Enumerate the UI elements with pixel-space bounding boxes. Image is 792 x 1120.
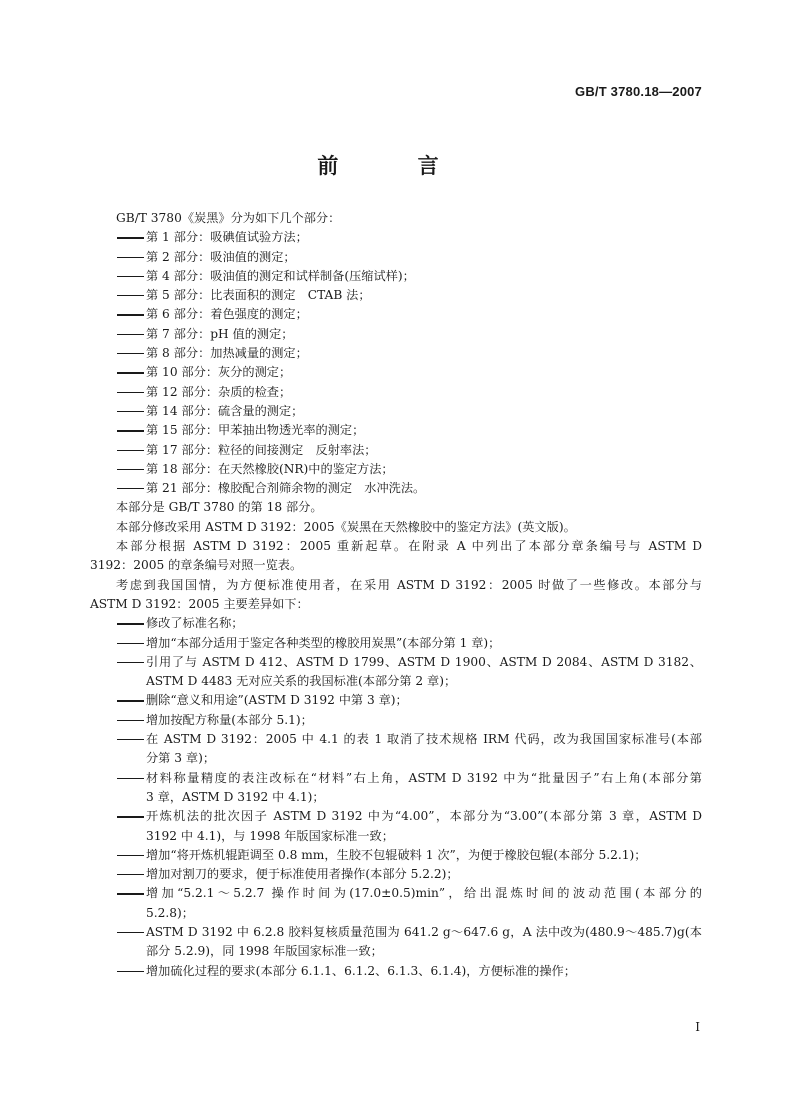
- list-item: 第 2 部分：吸油值的测定；: [90, 248, 702, 267]
- list-item-continuation: 部分 5.2.9)，同 1998 年版国家标准一致；: [146, 944, 383, 959]
- list-item: 第 18 部分：在天然橡胶(NR)中的鉴定方法；: [90, 460, 702, 479]
- list-item: 第 21 部分：橡胶配合剂筛余物的测定 水冲洗法。: [90, 479, 702, 498]
- page-number: I: [695, 1020, 700, 1034]
- list-item: 增加“将开炼机辊距调至 0.8 mm，生胶不包辊破料 1 次”，为便于橡胶包辊(本部分 5.2.1)；: [90, 846, 702, 865]
- paragraph-differences-line2: ASTM D 3192：2005 主要差异如下：: [90, 596, 309, 611]
- list-item: 第 1 部分：吸碘值试验方法；: [90, 228, 702, 247]
- list-item: 材料称量精度的表注改标在“材料”右上角，ASTM D 3192 中为“批量因子”右上角(本部分第: [90, 769, 702, 788]
- list-item: 第 6 部分：着色强度的测定；: [90, 305, 702, 324]
- list-item: 开炼机法的批次因子 ASTM D 3192 中为“4.00”，本部分为“3.00”(本部分第 3 章，ASTM D: [90, 807, 702, 826]
- list-item: 第 8 部分：加热减量的测定；: [90, 344, 702, 363]
- list-item: 第 17 部分：粒径的间接测定 反射率法；: [90, 441, 702, 460]
- list-item: 增加按配方称量(本部分 5.1)；: [90, 711, 702, 730]
- list-item: 第 14 部分：硫含量的测定；: [90, 402, 702, 421]
- list-item: 删除“意义和用途”(ASTM D 3192 中第 3 章)；: [90, 691, 702, 710]
- paragraph-differences-line1: 考虑到我国国情，为方便标准使用者，在采用 ASTM D 3192：2005 时做了一些修改。本部分与: [116, 577, 702, 592]
- standard-code: GB/T 3780.18—2007: [575, 84, 702, 99]
- list-item-continuation: 5.2.8)；: [146, 905, 194, 920]
- list-item: 第 7 部分：pH 值的测定；: [90, 325, 702, 344]
- list-item: 引用了与 ASTM D 412、ASTM D 1799、ASTM D 1900、ASTM D 2084、ASTM D 3182、: [90, 653, 702, 672]
- list-item: 在 ASTM D 3192：2005 中 4.1 的表 1 取消了技术规格 IRM 代码，改为我国国家标准号(本部: [90, 730, 702, 749]
- list-item: 修改了标准名称；: [90, 614, 702, 633]
- list-item: 第 5 部分：比表面积的测定 CTAB 法；: [90, 286, 702, 305]
- list-item-continuation: ASTM D 4483 无对应关系的我国标准(本部分第 2 章)；: [146, 674, 457, 689]
- list-item: ASTM D 3192 中 6.2.8 胶料复核质量范围为 641.2 g～647.6 g，A 法中改为(480.9～485.7)g(本: [90, 923, 702, 942]
- list-item: 第 15 部分：甲苯抽出物透光率的测定；: [90, 421, 702, 440]
- list-item: 增加硫化过程的要求(本部分 6.1.1、6.1.2、6.1.3、6.1.4)，方便标准的操作；: [90, 962, 702, 981]
- list-item-continuation: 3192 中 4.1)，与 1998 年版国家标准一致；: [146, 828, 394, 843]
- list-item: 增加“5.2.1～5.2.7 操作时间为(17.0±0.5)min”，给出混炼时间的波动范围(本部分的: [90, 884, 702, 903]
- parts-list: [90, 228, 702, 498]
- list-item-continuation: 3 章，ASTM D 3192 中 4.1)；: [146, 789, 325, 804]
- list-item: 第 4 部分：吸油值的测定和试样制备(压缩试样)；: [90, 267, 702, 286]
- paragraph-redrafted-line1: 本部分根据 ASTM D 3192：2005 重新起草。在附录 A 中列出了本部分章条编号与 ASTM D: [116, 539, 702, 554]
- list-item: 增加“本部分适用于鉴定各种类型的橡胶用炭黑”(本部分第 1 章)；: [90, 634, 702, 653]
- paragraph-part-number: 本部分是 GB/T 3780 的第 18 部分。: [116, 500, 323, 515]
- paragraph-adoption: 本部分修改采用 ASTM D 3192：2005《炭黑在天然橡胶中的鉴定方法》(英文版)。: [116, 519, 576, 534]
- page-title: 前 言: [317, 154, 475, 178]
- intro-paragraph: GB/T 3780《炭黑》分为如下几个部分：: [116, 211, 341, 225]
- list-item: 第 10 部分：灰分的测定；: [90, 363, 702, 382]
- list-item-continuation: 分第 3 章)；: [146, 751, 216, 766]
- changes-list: [90, 614, 702, 981]
- paragraph-redrafted-line2: 3192：2005 的章条编号对照一览表。: [90, 558, 303, 573]
- list-item: 增加对割刀的要求，便于标准使用者操作(本部分 5.2.2)；: [90, 865, 702, 884]
- list-item: 第 12 部分：杂质的检查；: [90, 383, 702, 402]
- foreword-body: [90, 209, 702, 981]
